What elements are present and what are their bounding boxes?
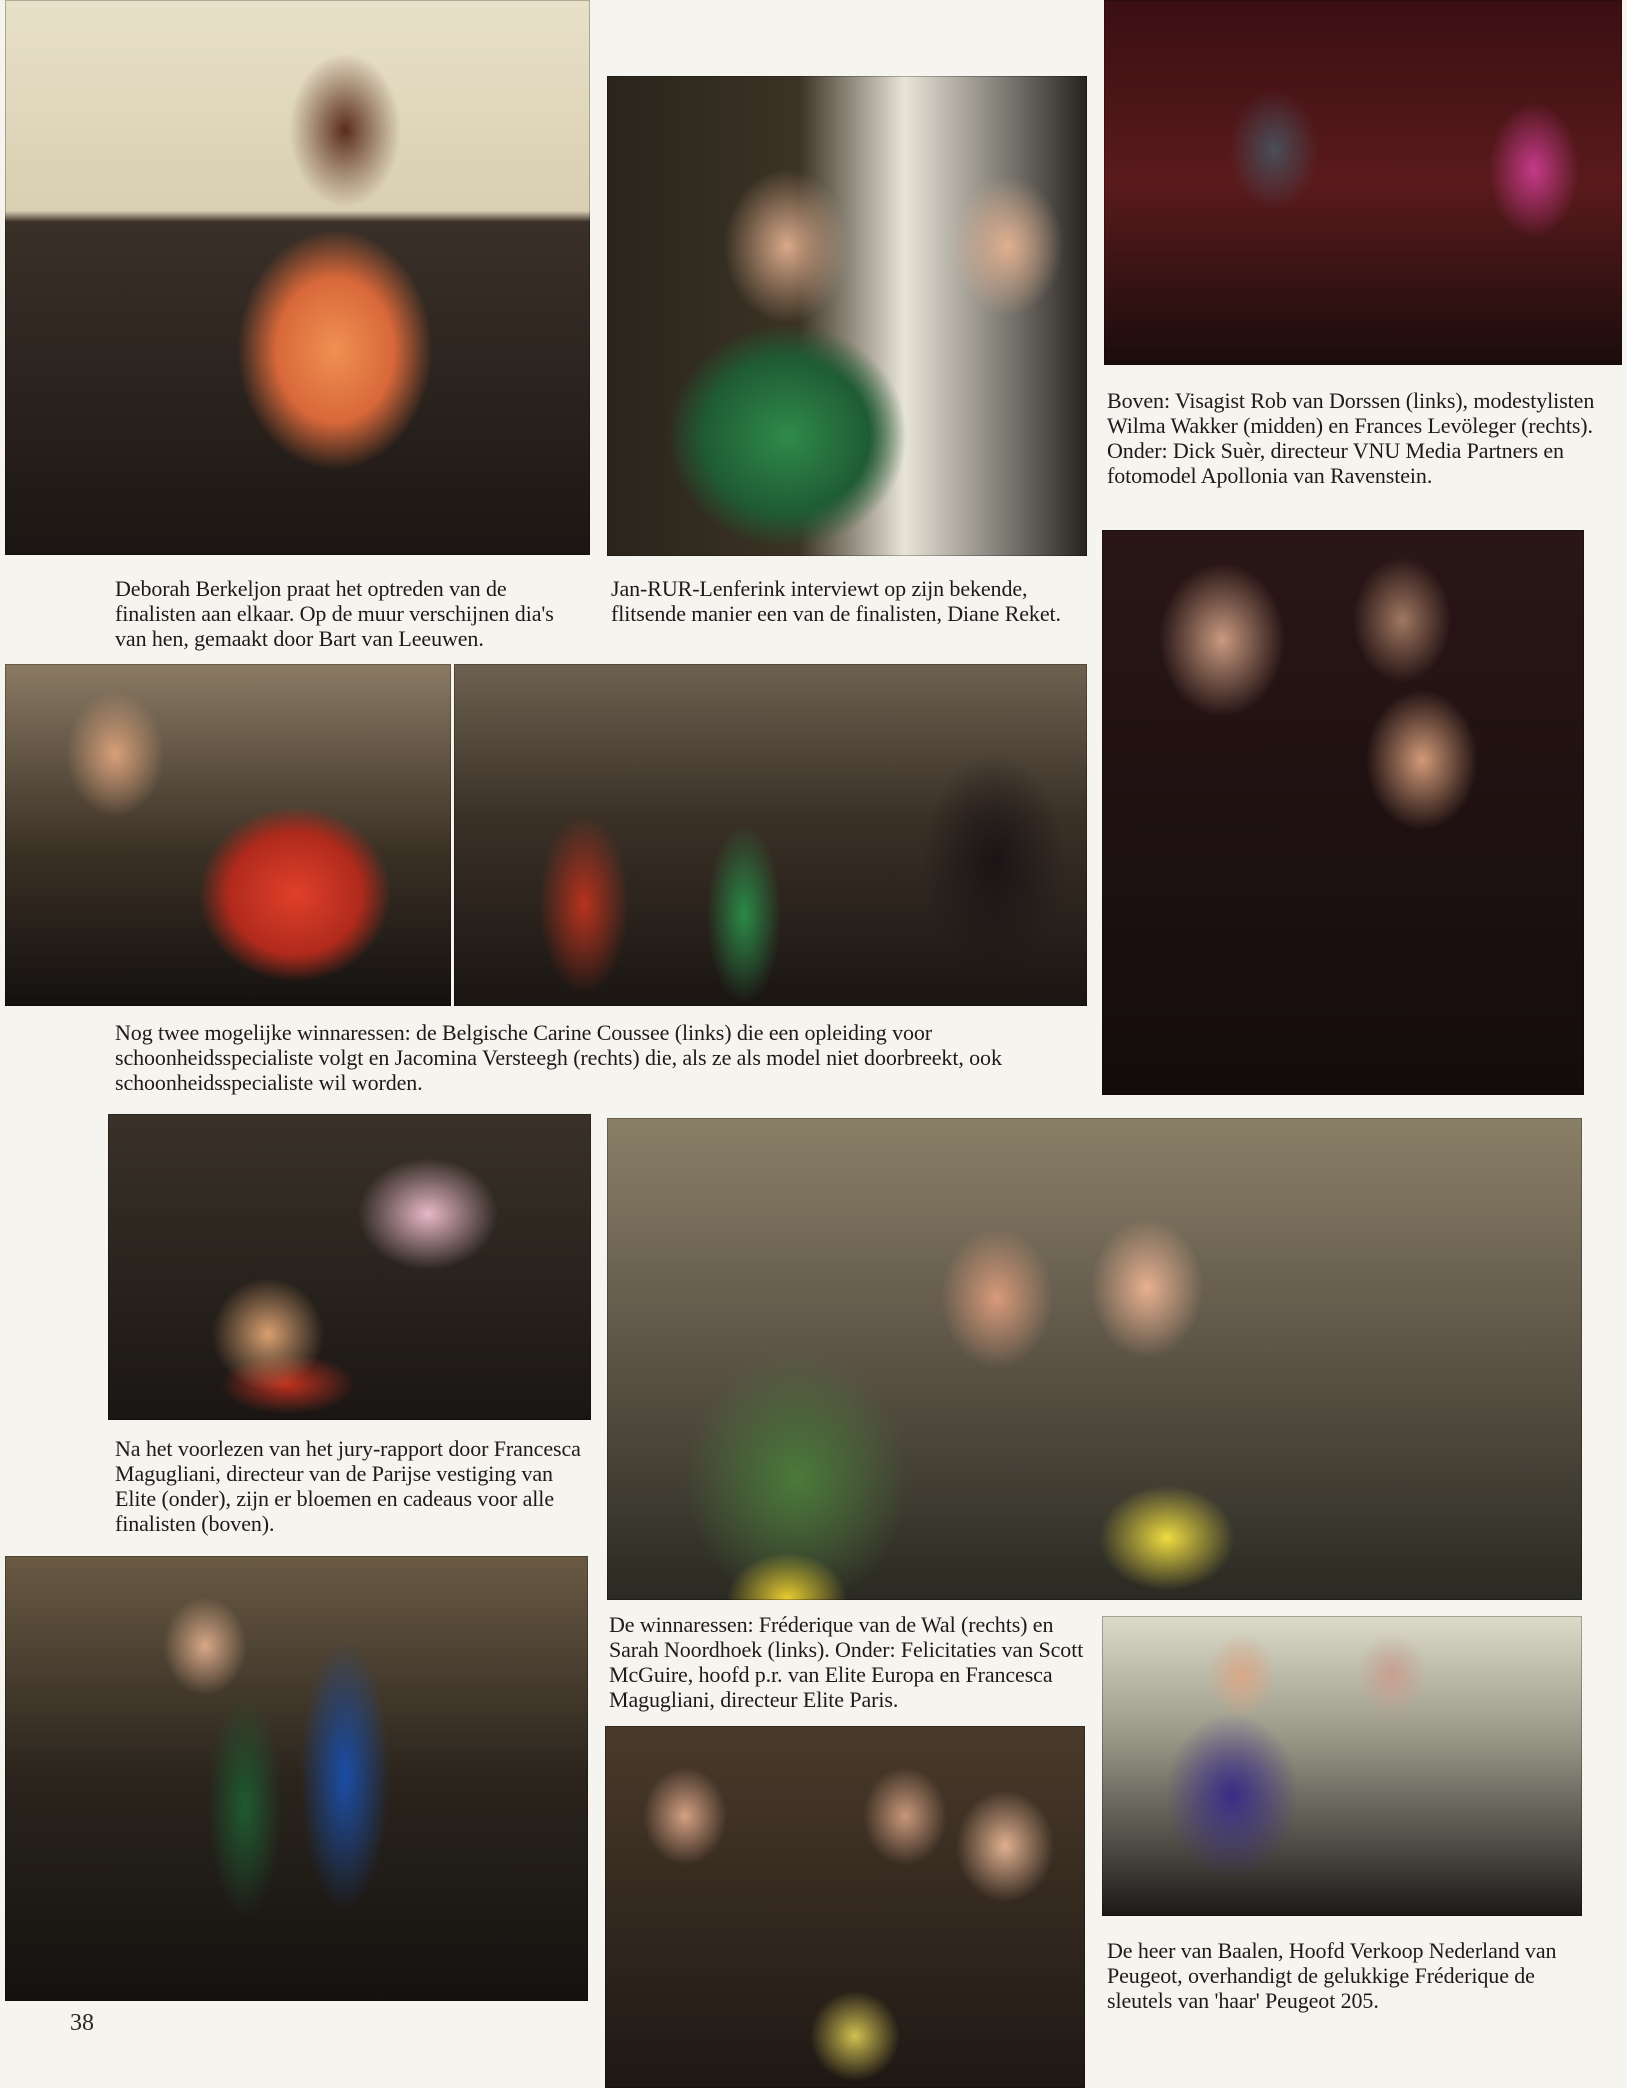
peugeot-keys-photo xyxy=(1102,1616,1582,1916)
jury-report-photo xyxy=(5,1556,588,2001)
finalists-lineup-photo xyxy=(454,664,1087,1006)
dick-suer-apollonia-photo xyxy=(1102,530,1584,1095)
caption-peugeot: De heer van Baalen, Hoofd Verkoop Nederland van Peugeot, overhandigt de gelukkige Fréderique de sleutels van 'haar' Peugeot 205. xyxy=(1107,1938,1557,2013)
caption-jan-rur-lenferink: Jan-RUR-Lenferink interviewt op zijn bekende, flitsende manier een van de finalisten, Diane Reket. xyxy=(611,576,1061,626)
flowers-finalists-photo xyxy=(108,1114,591,1420)
congratulations-photo xyxy=(605,1726,1085,2088)
jan-rur-lenferink-interview-photo xyxy=(607,76,1087,556)
deborah-berkeljon-photo xyxy=(5,0,590,555)
caption-mogelijke-winnaressen: Nog twee mogelijke winnaressen: de Belgische Carine Coussee (links) die een opleiding voor schoonheidsspecialiste volgt en Jacomina Versteegh (rechts) die, als ze als model niet doorbreekt, ook schoonheidsspecialiste wil worden. xyxy=(115,1020,1002,1095)
winners-frederique-sarah-photo xyxy=(607,1118,1582,1600)
page-number: 38 xyxy=(70,2010,94,2036)
carine-coussee-interview-photo xyxy=(5,664,451,1006)
caption-visagist-stylists: Boven: Visagist Rob van Dorssen (links), modestylisten Wilma Wakker (midden) en Frances Levöleger (rechts). Onder: Dick Suèr, directeur VNU Media Partners en fotomodel Apollonia van Ravenstein. xyxy=(1107,388,1595,488)
visagist-stylists-photo xyxy=(1104,0,1622,365)
caption-winnaressen: De winnaressen: Fréderique van de Wal (rechts) en Sarah Noordhoek (links). Onder: Felicitaties van Scott McGuire, hoofd p.r. van Elite Europa en Francesca Magugliani, directeur Elite Paris. xyxy=(609,1612,1084,1712)
caption-deborah-berkeljon: Deborah Berkeljon praat het optreden van de finalisten aan elkaar. Op de muur verschijnen dia's van hen, gemaakt door Bart van Leeuwen. xyxy=(115,576,554,651)
caption-jury-rapport: Na het voorlezen van het jury-rapport door Francesca Magugliani, directeur van de Parijse vestiging van Elite (onder), zijn er bloemen en cadeaus voor alle finalisten (boven). xyxy=(115,1436,581,1536)
